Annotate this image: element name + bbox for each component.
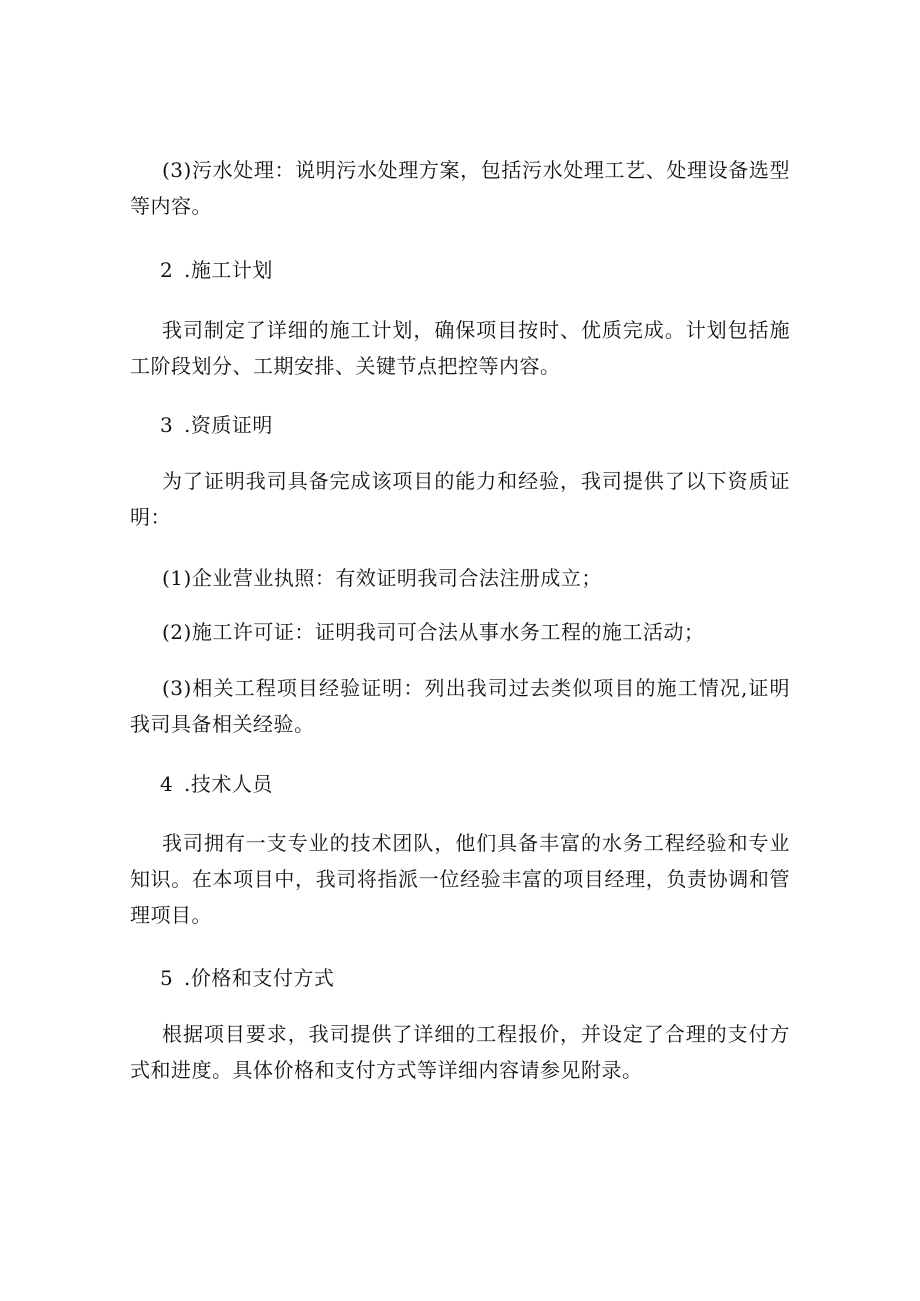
section-number: 3 [160, 413, 174, 437]
paragraph-qualification-experience: (3)相关工程项目经验证明：列出我司过去类似项目的施工情况,证明我司具备相关经验。 [130, 676, 790, 736]
paragraph-technical-staff: 我司拥有一支专业的技术团队，他们具备丰富的水务工程经验和专业知识。在本项目中，我司将指派一位经验丰富的项目经理，负责协调和管理项目。 [130, 831, 790, 927]
section-heading-price-payment [160, 960, 334, 996]
paragraph-qualification-license: (1)企业营业执照：有效证明我司合法注册成立； [162, 566, 602, 590]
section-title: .资质证明 [184, 413, 273, 437]
section-title: .施工计划 [184, 258, 273, 282]
section-number: 4 [160, 772, 174, 796]
section-title: .技术人员 [184, 772, 273, 796]
section-heading-construction-plan [160, 252, 273, 288]
paragraph-qualification-permit: (2)施工许可证：证明我司可合法从事水务工程的施工活动； [162, 620, 705, 644]
section-title: .价格和支付方式 [184, 966, 335, 990]
paragraph-construction-plan: 我司制定了详细的施工计划，确保项目按时、优质完成。计划包括施工阶段划分、工期安排、关键节点把控等内容。 [130, 318, 790, 378]
paragraph-qualifications-intro: 为了证明我司具备完成该项目的能力和经验，我司提供了以下资质证明： [130, 469, 790, 529]
section-number: 2 [160, 258, 174, 282]
paragraph-price-payment: 根据项目要求，我司提供了详细的工程报价，并设定了合理的支付方式和进度。具体价格和支付方式等详细内容请参见附录。 [130, 1022, 790, 1082]
section-heading-technical-staff [160, 766, 273, 802]
paragraph-sewage-treatment: (3)污水处理：说明污水处理方案，包括污水处理工艺、处理设备选型等内容。 [130, 158, 790, 218]
section-heading-qualifications [160, 407, 273, 443]
section-number: 5 [160, 966, 174, 990]
